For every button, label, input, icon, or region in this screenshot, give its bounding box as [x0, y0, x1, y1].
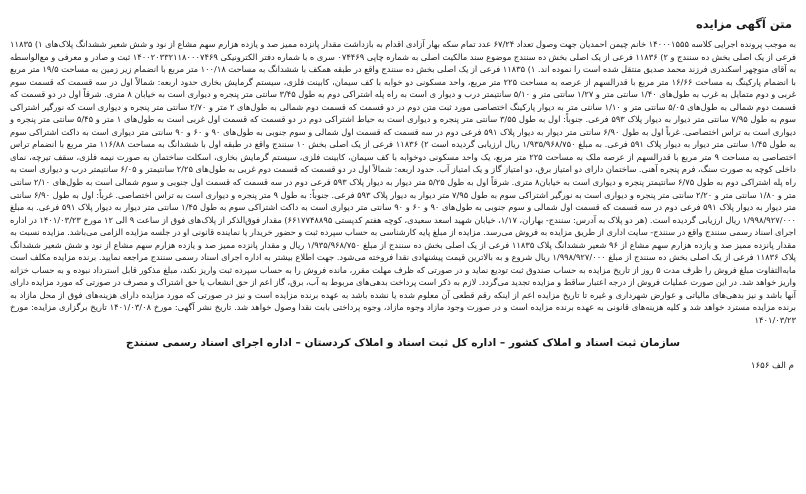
issuing-organization: سازمان ثبت اسناد و املاک کشور – اداره کل ثبت اسناد و املاک کردستان – اداره اجرای اسناد رسمی سنندج — [125, 336, 681, 349]
auction-notice — [8, 16, 798, 486]
notice-title: متن آگهی مزایده — [696, 17, 792, 31]
notice-body: به موجب پرونده اجرایی کلاسه ۱۴۰۰۰۱۵۵۵ خانم چیمن احمدیان جهت وصول تعداد ۶۷/۲۴ عدد تمام سکه بهار آزادی اقدام به بازداشت مقدار پانزده ممیز صد و یازده هزارم سهم مشاع از نود و شش شعیر ششدانگ پلاک‌های ۱) ۱۱۸۳۵ فرعی از یک اصلی بخش ده سنندج و ۲) ۱۱۸۳۶ فرعی از یک اصلی بخش ده سنندج موضوع سند مالکیت اصلی به شماره چاپی ۰۷۴۴۶۹ سری ه با شماره دفتر الکترونیکی ۱۴۰۰۲۰۳۳۲۱۱۸۰۰۰۷۴۶۹ ثبت و صادر و معرفی و مع‌الواسطه به آقای منوچهر اسکندری فرزند محمد صدیق منتقل شده است را نموده اند. ۱) ۱۱۸۳۵ فرعی از یک اصلی بخش ده سنندج واقع در طبقه همکف با ششدانگ به مساحت ۱۰۰/۱۸ متر مربع با انضمام زیر زمین به مساحت ۱۹/۵ متر مربع با انضمام پارکینگ به مساحت ۱۶/۶۶ متر مربع با قدرالسهم از عرصه به مساحت ۲۲۵ متر مربع، واحد مسکونی دو خوابه با کف سیمان، کابینت فلزی، سیستم گرمایش بخاری حدود اربعه: شمالاً اول در سه قسمت که قسمت سوم غربی و دوم متمایل به غرب به طول‌های ۱/۴۰ سانتی متر و ۱/۲۷ سانتی متر و ۵/۱۰ سانتیمتر درب و دیوار ی است به راه پله اشتراکی دوم به طول ۳/۴۵ سانتی متر پنجره و دیواری است به خیابان ۸ متری. شرقاً اول در دو قسمت که قسمت دوم شمالی به طول‌های ۵/۰۵ سانتی متر و ۱/۱۰ سانتی متر به دیوار پارکینگ اختصاصی مورد ثبت متن دوم در دو قسمت که قسمت دوم شمالی به طول‌های ۲ متر و ۲/۷۰ سانتی متر پنجره و دیواری است که نورگیر اشتراکی سوم به طول ۷/۹۵ سانتی متر دیوار به دیوار پلاک ۵۹۳ فرعی. جنوباً: اول به طول ۳/۵۵ سانتی متر پنجره و دیواری است به حیاط اشتراکی دوم در دو قسمت که قسمت اول غربی است به طول‌های ۱ متر و ۵/۴۵ سانتی متر پنجره و دیواری است به تراس اختصاصی. غرباً اول به طول ۶/۹۰ سانتی متر دیوار به دیوار پلاک ۵۹۱ فرعی دوم در سه قسمت که قسمت اول شمالی و سوم جنوبی به طول‌های ۹۰ و ۶۰ و ۹۰ سانتی متر دیواری است به داکت اشتراکی سوم به طول ۱/۴۵ سانتی متر دیوار به دیوار پلاک ۵۹۱ فرعی. به مبلغ ۱/۹۳۵/۹۶۸/۷۵۰ ریال ارزیابی گردیده است ۲) ۱۱۸۳۶ فرعی از یک اصلی بخش ۱۰ سنندج واقع در طبقه اول با ششدانگ به مساحت ۱۱۶/۸۸ متر مربع با انضمام تراس اختصاصی به مساحت ۹ متر مربع با قدرالسهم از عرصه ملک به مساحت ۲۲۵ متر مربع، یک واحد مسکونی دوخوابه با کف سیمان، کابینت فلزی، سیستم گرمایش بخاری، اسکلت ساختمان به صورت نیمه فلزی، سقف تیرچه، نمای داخلی کوچه به صورت سنگ، فرم پنجره آهنی. ساختمان دارای دو امتیاز برق، دو امتیاز گاز و یک امتیاز آب. حدود اربعه: شمالاً اول در دو قسمت که قسمت دوم غربی به طول‌های ۲/۲۵ سانتیمتر و ۶/۰۵ سانتیمتر درب و دیواری است به راه پله اشتراکی دوم به طول ۶/۷۵ سانتیمتر پنجره و دیواری است به خیابان۸ متری. شرقاً اول به طول ۵/۲۵ متر دیوار به دیوار پلاک ۵۹۳ فرعی دوم در سه قسمت که قسمت اول جنوبی و سوم شمالی است به طول‌های ۲/۱۰ سانتی متر و ۱/۸۰ سانتی متر و ۲/۲۰ سانتی متر پنجره و دیواری است به نورگیر اشتراکی سوم به طول ۷/۹۵ متر دیوار به دیوار پلاک ۵۹۳ فرعی. جنوباً: به طول ۹ متر پنجره و دیواری است به تراس اختصاصی. غرباً: اول به طول ۶/۹۰ سانتی متر دیوار به دیوار پلاک ۵۹۱ فرعی دوم در سه قسمت که قسمت اول شمالی و سوم جنوبی به طول‌های ۹۰ و ۶۰ و ۹۰ سانتی متر دیواری است به داکت اشتراکی سوم به طول ۱/۴۵ سانتی متر دیوار به دیوار پلاک ۵۹۱ فرعی. به مبلغ ۱/۹۹۸/۹۲۷/۰۰۰ ریال ارزیابی گردیده است. (هر دو پلاک به آدرس: سنندج- بهاران، ۱/۱۷، خیابان شهید اسعد سعیدی، کوچه هفتم کدپستی ۶۶۱۷۷۴۸۸۹۵) مقدار فوق‌الذکر از پلاک‌های فوق از ساعت ۹ الی ۱۲ مورخ ۱۴۰۱/۰۳/۲۳ در اداره اجرای اسناد رسمی سنندج واقع در سنندج- سایت اداری از طریق مزایده به فروش می‌رسد. مزایده از مبلغ پایه کارشناسی به حساب سپرده ثبت و حضور خریدار یا نماینده قانونی او در جلسه مزایده الزامی می‌باشد. مزایده نسبت به مقدار پانزده ممیز صد و یازده هزارم سهم مشاع از ۹۶ شعیر ششدانگ پلاک ۱۱۸۳۵ فرعی از یک اصلی بخش ده سنندج از مبلغ ۱/۹۳۵/۹۶۸/۷۵۰ ریال و مقدار پانزده ممیز صد و یازده هزارم سهم مشاع از نود و شش شعیر ششدانگ پلاک ۱۱۸۳۶ فرعی از یک اصلی بخش ده سنندج از مبلغ ۱/۹۹۸/۹۲۷/۰۰۰ ریال شروع و به بالاترین قیمت پیشنهادی نقدا فروخته می‌شود. جهت اطلاع بیشتر به اداره اجرای اسناد رسمی سنندج مراجعه نمایید. برنده مزایده مکلف است مابه‌التفاوت مبلغ فروش را ظرف مدت ۵ روز از تاریخ مزایده به حساب صندوق ثبت تودیع نماید و در صورتی که ظرف مهلت مقرر، مانده فروش را به حساب سپرده ثبت واریز نکند، مبلغ مذکور قابل استرداد نبوده و به حساب خزانه واریز خواهد شد. در این صورت عملیات فروش از درجه اعتبار ساقط و مزایده تجدید می‌گردد. لازم به ذکر است پرداخت بدهی‌های مربوط به آب، برق، گاز اعم از حق انشعاب یا حق اشتراک و مصرف در صورتی که مورد مزایده دارای آنها باشد و نیز بدهی‌های مالیاتی و عوارض شهرداری و غیره تا تاریخ مزایده اعم از اینکه رقم قطعی آن معلوم شده یا نشده باشد به عهده برنده مزایده است و نیز در صورتی که مورد مزایده دارای هزینه‌های فوق از محل مازاد به برنده مزایده مسترد خواهد شد و کلیه هزینه‌های قانونی به عهده برنده مزایده است و در صورت وجود مازاد وجوه مازاد، وجوه پرداختی بابت نقدا وصول خواهد شد. تاریخ نشر آگهی: مورخ ۱۴۰۱/۰۳/۰۸ تاریخ برگزاری مزایده: مورخ ۱۴۰۱/۰۳/۲۳ — [10, 39, 797, 326]
notice-reference-number: م الف ۱۶۵۶ — [750, 360, 794, 371]
